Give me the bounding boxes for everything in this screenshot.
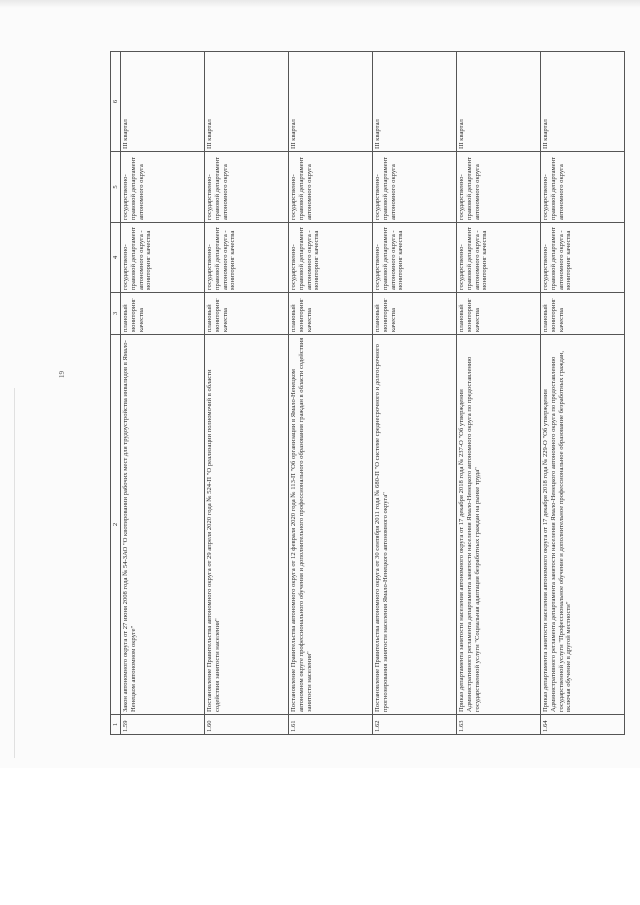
executor-body: государственно-правовой департамент автономного округа	[373, 152, 457, 223]
table-row	[373, 52, 457, 735]
row-number: 1.64	[541, 715, 625, 735]
monitoring-type: плановый мониторинг качества	[457, 293, 541, 335]
row-number: 1.59	[121, 715, 205, 735]
executor-body: государственно-правовой департамент автономного округа	[457, 152, 541, 223]
plan-table	[110, 51, 625, 735]
row-number: 1.61	[289, 715, 373, 735]
table-header-row	[111, 52, 121, 735]
document-title: Приказ департамента занятости населения автономного округа от 17 декабря 2018 года № 237-О "Об утверждении Административного регламента департамента занятости населения Ямало-Ненецкого автономного округа по предоставлению государственной услуги "Социальная адаптация безработных граждан на рынке труда"	[457, 335, 541, 715]
document-title: Закон автономного округа от 27 июня 2008 года № 54-ЗАО "О квотировании рабочих мест для трудоустройства инвалидов в Ямало-Ненецком автономном округе"	[121, 335, 205, 715]
responsible-body: государственно-правовой департамент автономного округа - мониторинг качества	[121, 223, 205, 293]
row-number: 1.63	[457, 715, 541, 735]
page-bottom-margin	[0, 768, 640, 905]
table-row	[289, 52, 373, 735]
monitoring-type: плановый мониторинг качества	[541, 293, 625, 335]
executor-body: государственно-правовой департамент автономного округа	[121, 152, 205, 223]
document-title: Постановление Правительства автономного округа от 12 февраля 2020 года № 113-П "Об организации в Ямало-Ненецком автономном округе профессионального обучения и дополнительного профессионального образования граждан в области содействия занятости населения"	[289, 335, 373, 715]
table-row	[121, 52, 205, 735]
page-shadow	[0, 0, 640, 8]
header-cell: 1	[111, 715, 121, 735]
row-number: 1.62	[373, 715, 457, 735]
responsible-body: государственно-правовой департамент автономного округа - мониторинг качества	[541, 223, 625, 293]
deadline: III квартал	[121, 52, 205, 152]
document-title: Постановление Правительства автономного округа от 29 апреля 2020 года № 524-П "О реализации полномочий в области содействия занятости населения"	[205, 335, 289, 715]
table-row	[205, 52, 289, 735]
deadline: III квартал	[205, 52, 289, 152]
rotated-table-container	[110, 52, 625, 735]
page-number: 19	[58, 371, 66, 378]
table-row	[541, 52, 625, 735]
header-cell: 4	[111, 223, 121, 293]
monitoring-type: плановый мониторинг качества	[289, 293, 373, 335]
responsible-body: государственно-правовой департамент автономного округа - мониторинг качества	[205, 223, 289, 293]
deadline: III квартал	[289, 52, 373, 152]
header-cell: 6	[111, 52, 121, 152]
deadline: III квартал	[541, 52, 625, 152]
deadline: III квартал	[457, 52, 541, 152]
document-title: Приказ департамента занятости населения автономного округа от 17 декабря 2018 года № 229-О "Об утверждении Административного регламента департамента занятости населения Ямало-Ненецкого автономного округа по предоставлению государственной услуги "Профессиональное обучение и дополнительное профессиональное образование безработных граждан, включая обучение в другой местности"	[541, 335, 625, 715]
table-row	[457, 52, 541, 735]
monitoring-type: плановый мониторинг качества	[373, 293, 457, 335]
executor-body: государственно-правовой департамент автономного округа	[205, 152, 289, 223]
responsible-body: государственно-правовой департамент автономного округа - мониторинг качества	[457, 223, 541, 293]
responsible-body: государственно-правовой департамент автономного округа - мониторинг качества	[289, 223, 373, 293]
executor-body: государственно-правовой департамент автономного округа	[541, 152, 625, 223]
header-cell: 2	[111, 335, 121, 715]
row-number: 1.60	[205, 715, 289, 735]
header-cell: 3	[111, 293, 121, 335]
scan-artifact	[14, 388, 15, 758]
monitoring-type: плановый мониторинг качества	[205, 293, 289, 335]
responsible-body: государственно-правовой департамент автономного округа - мониторинг качества	[373, 223, 457, 293]
executor-body: государственно-правовой департамент автономного округа	[289, 152, 373, 223]
monitoring-type: плановый мониторинг качества	[121, 293, 205, 335]
document-title: Постановление Правительства автономного округа от 30 сентября 2011 года № 680-П "О системе среднесрочного и долгосрочного прогнозирования занятости населения Ямало-Ненецкого автономного округа"	[373, 335, 457, 715]
header-cell: 5	[111, 152, 121, 223]
deadline: III квартал	[373, 52, 457, 152]
